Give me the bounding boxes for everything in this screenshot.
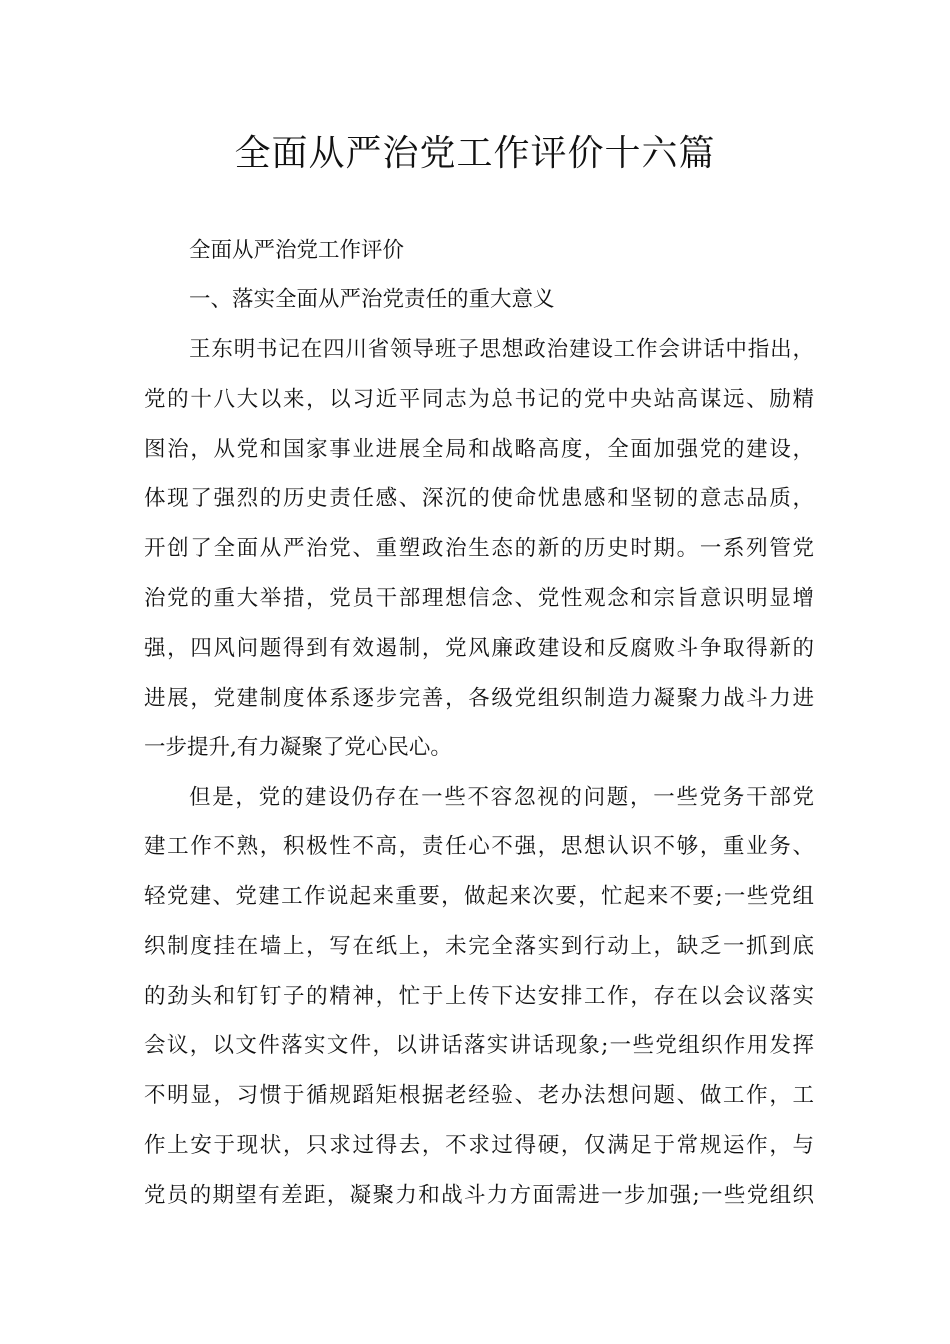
paragraph-line: 一步提升,有力凝聚了党心民心。 xyxy=(144,735,452,760)
paragraph-line: 治党的重大举措，党员干部理想信念、党性观念和宗旨意识明显增 xyxy=(144,586,814,611)
paragraph-line: 会议，以文件落实文件，以讲话落实讲话现象;一些党组织作用发挥 xyxy=(144,1033,814,1058)
paragraph-line: 王东明书记在四川省领导班子思想政治建设工作会讲话中指出， xyxy=(189,337,814,362)
paragraph-line: 强，四风问题得到有效遏制，党风廉政建设和反腐败斗争取得新的 xyxy=(144,636,814,661)
paragraph-line: 建工作不熟，积极性不高，责任心不强，思想认识不够，重业务、 xyxy=(144,834,814,859)
paragraph-line: 体现了强烈的历史责任感、深沉的使命忧患感和坚韧的意志品质， xyxy=(144,486,814,511)
paragraph-line: 织制度挂在墙上，写在纸上，未完全落实到行动上，缺乏一抓到底 xyxy=(144,934,814,959)
paragraph-line: 开创了全面从严治党、重塑政治生态的新的历史时期。一系列管党 xyxy=(144,536,814,561)
paragraph-line: 图治，从党和国家事业进展全局和战略高度，全面加强党的建设， xyxy=(144,437,814,462)
document-title: 全面从严治党工作评价十六篇 xyxy=(234,133,716,174)
paragraph-line: 党的十八大以来，以习近平同志为总书记的党中央站高谋远、励精 xyxy=(144,387,814,412)
paragraph-line: 不明显，习惯于循规蹈矩根据老经验、老办法想问题、做工作，工 xyxy=(144,1083,814,1108)
subtitle-line: 全面从严治党工作评价 xyxy=(189,238,405,263)
paragraph-line: 作上安于现状，只求过得去，不求过得硬，仅满足于常规运作，与 xyxy=(144,1133,814,1158)
section-heading: 一、落实全面从严治党责任的重大意义 xyxy=(189,287,555,312)
paragraph-line: 但是，党的建设仍存在一些不容忽视的问题，一些党务干部党 xyxy=(189,785,814,810)
paragraph-line: 进展，党建制度体系逐步完善，各级党组织制造力凝聚力战斗力进 xyxy=(144,686,814,711)
paragraph-line: 的劲头和钉钉子的精神，忙于上传下达安排工作，存在以会议落实 xyxy=(144,984,814,1009)
paragraph-line: 党员的期望有差距，凝聚力和战斗力方面需进一步加强;一些党组织 xyxy=(144,1183,814,1208)
paragraph-line: 轻党建、党建工作说起来重要，做起来次要，忙起来不要;一些党组 xyxy=(144,884,814,909)
